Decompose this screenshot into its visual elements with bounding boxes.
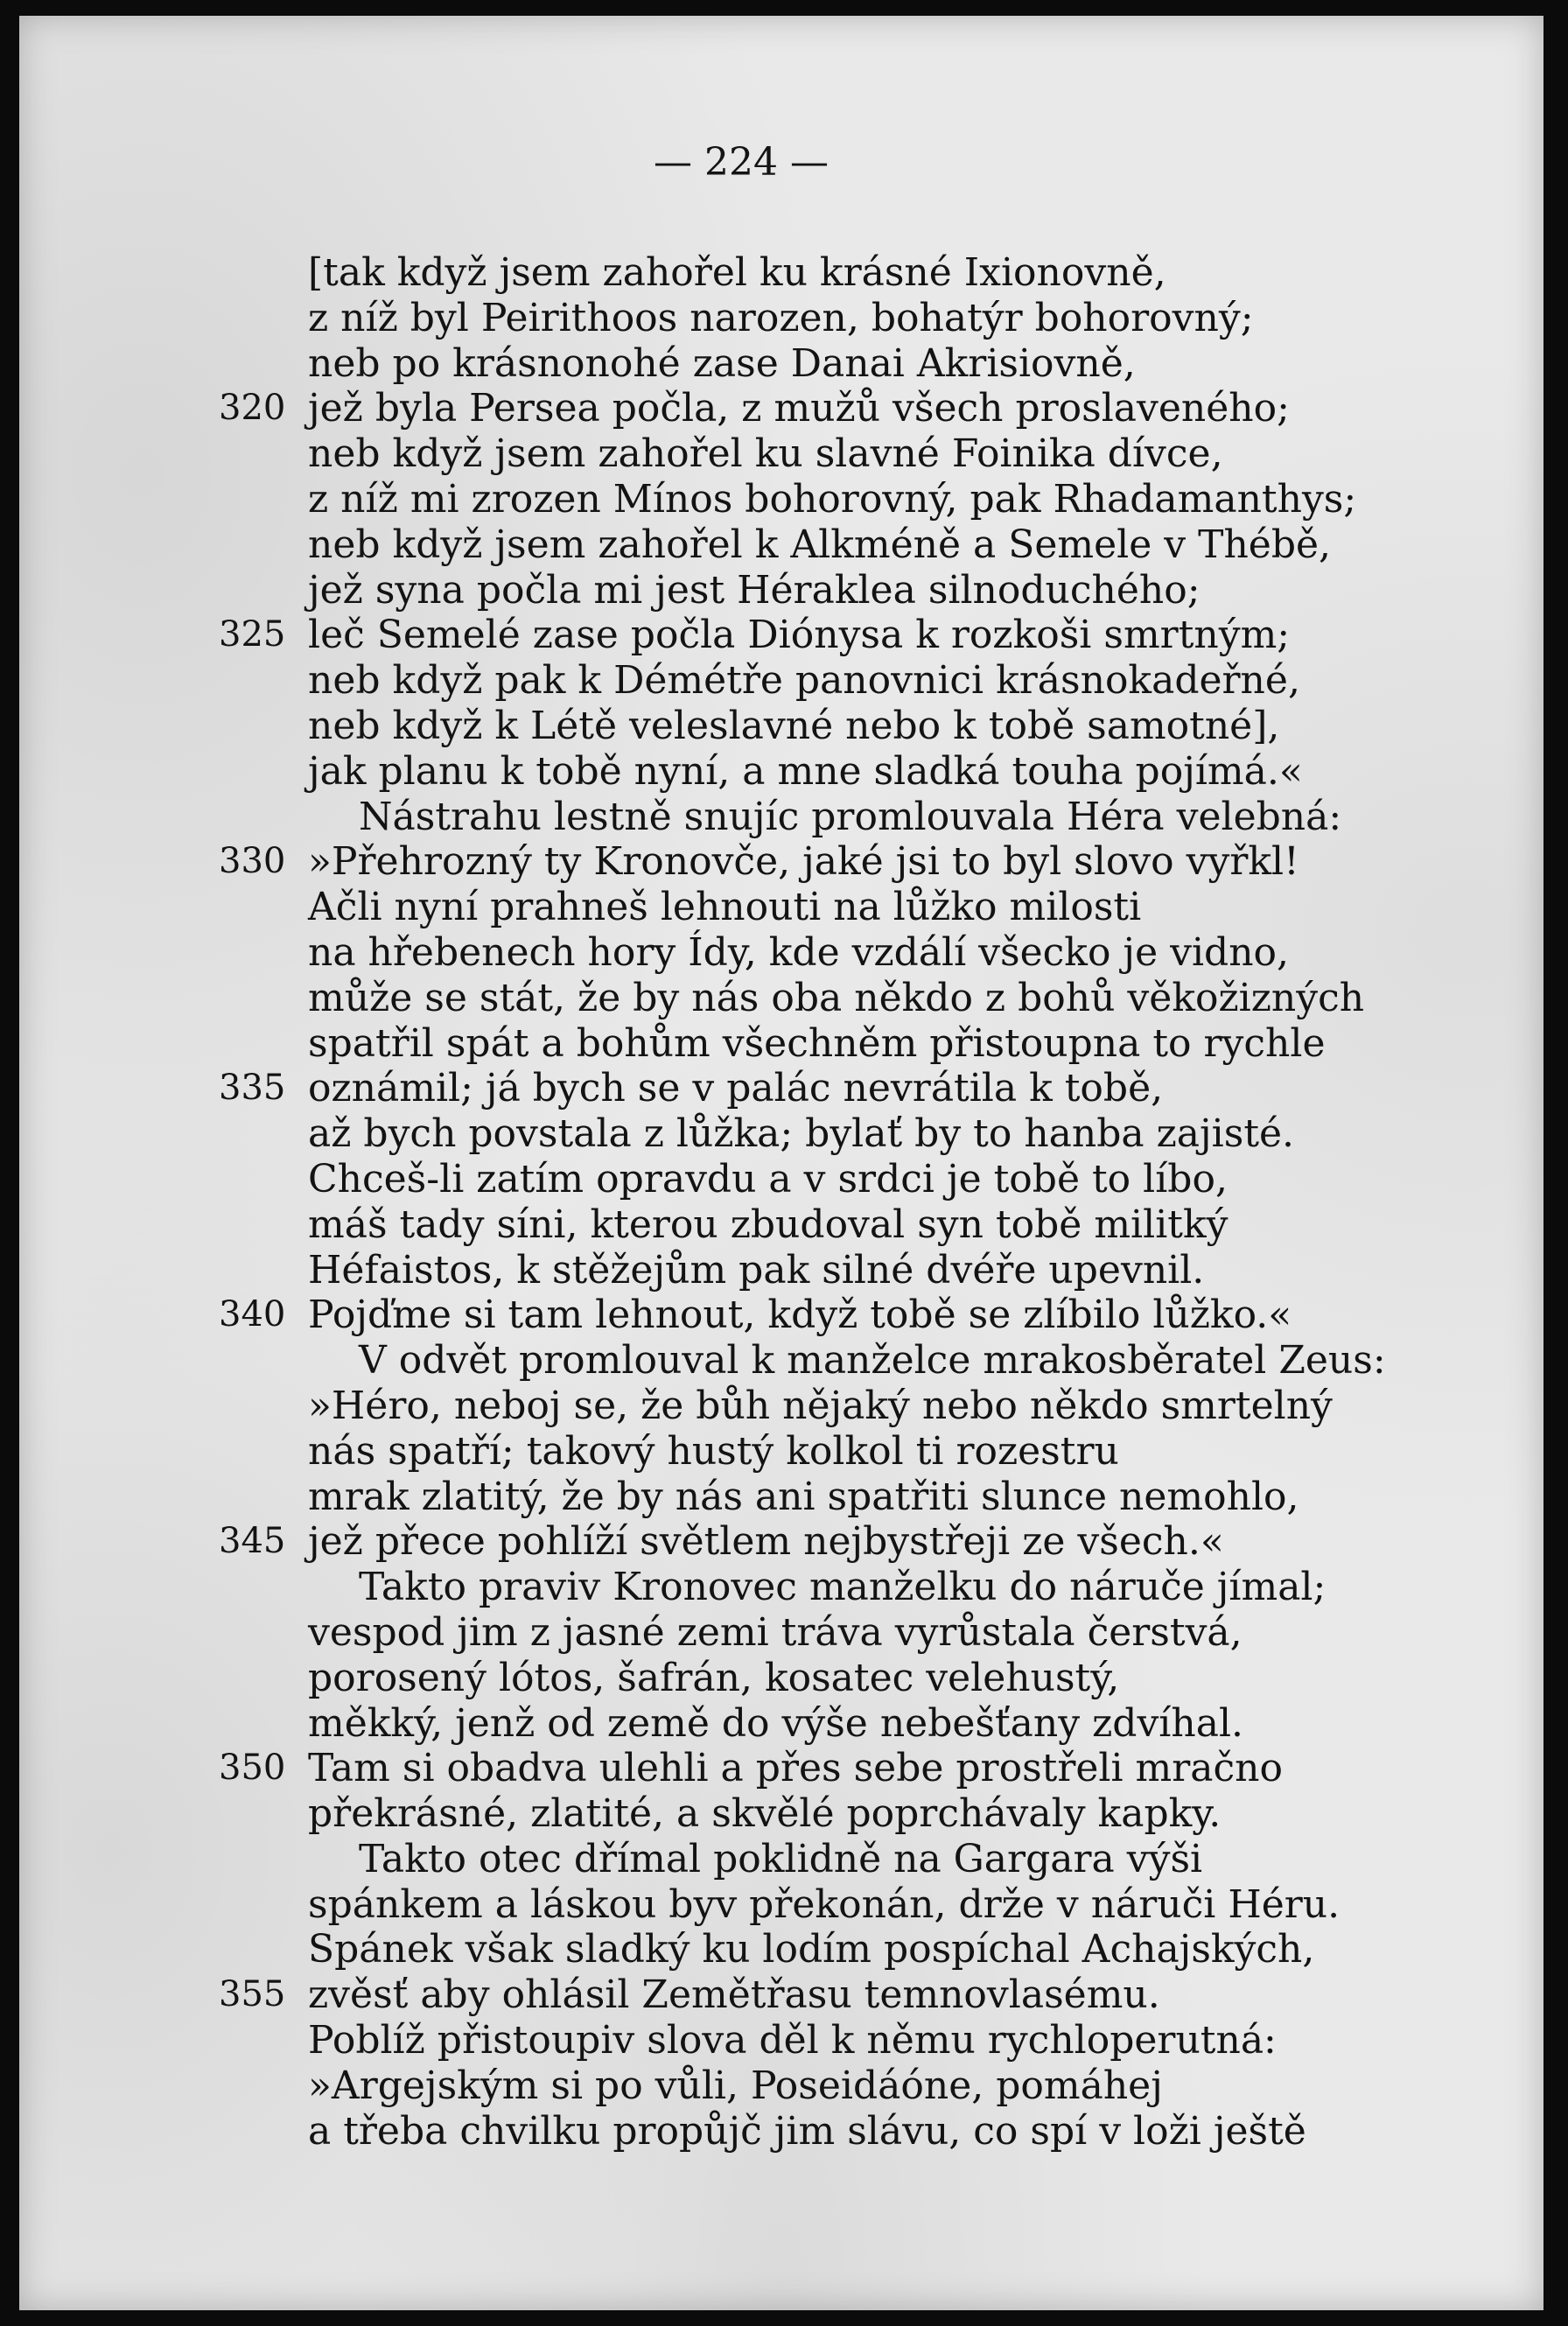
- line-text: neb když jsem zahořel k Alkméně a Semele v Thébě,: [308, 522, 1332, 567]
- line-text: máš tady síni, kterou zbudoval syn tobě militký: [308, 1202, 1228, 1247]
- verse-line: [19, 1248, 1544, 1293]
- line-text: a třeba chvilku propůjč jim slávu, co spí v loži ještě: [308, 2108, 1306, 2154]
- verse-line: [19, 1565, 1544, 1610]
- verse-line: [19, 885, 1544, 930]
- line-number: 335: [219, 1068, 286, 1109]
- line-text: zvěsť aby ohlásil Zemětřasu temnovlasému.: [308, 1972, 1160, 2018]
- line-text: mrak zlatitý, že by nás ani spatřiti slunce nemohlo,: [308, 1474, 1299, 1519]
- line-text: Spánek však sladký ku lodím pospíchal Achajských,: [308, 1927, 1315, 1972]
- line-text: spánkem a láskou byv překonán, drže v náruči Héru.: [308, 1881, 1340, 1927]
- line-text: neb když k Létě veleslavné nebo k tobě samotné],: [308, 703, 1280, 748]
- line-number: 320: [219, 388, 286, 429]
- line-text: může se stát, že by nás oba někdo z bohů věkožizných: [308, 975, 1365, 1020]
- verse-block: [19, 250, 1544, 2154]
- verse-line: [19, 522, 1544, 568]
- line-text: překrásné, zlatité, a skvělé poprchávaly kapky.: [308, 1791, 1222, 1837]
- line-text: Ačli nyní prahneš lehnouti na lůžko milosti: [308, 885, 1142, 930]
- verse-line: [19, 1972, 1544, 2018]
- line-text: »Argejským si po vůli, Poseidáóne, pomáhej: [308, 2063, 1163, 2108]
- verse-line: [19, 976, 1544, 1021]
- line-number: 350: [219, 1748, 286, 1789]
- verse-line: [19, 2018, 1544, 2063]
- verse-line: [19, 1791, 1544, 1837]
- verse-line: [19, 749, 1544, 795]
- line-text: jak planu k tobě nyní, a mne sladká touha pojímá.«: [308, 748, 1303, 794]
- line-text: »Héro, neboj se, že bůh nějaký nebo někdo smrtelný: [308, 1383, 1333, 1428]
- verse-line: [19, 2063, 1544, 2109]
- verse-line: [19, 341, 1544, 387]
- verse-line: [19, 1475, 1544, 1520]
- verse-line: [19, 1610, 1544, 1656]
- verse-line: [19, 1746, 1544, 1791]
- verse-line: [19, 658, 1544, 704]
- line-text: neb když pak k Démétře panovnici krásnokadeřné,: [308, 658, 1300, 704]
- line-text: Takto otec dřímal poklidně na Gargara výši: [359, 1836, 1203, 1881]
- verse-line: [19, 839, 1544, 885]
- verse-line: [19, 386, 1544, 431]
- line-number: 340: [219, 1294, 286, 1335]
- line-text: jež byla Persea počla, z mužů všech proslaveného;: [308, 386, 1290, 431]
- line-text: jež přece pohlíží světlem nejbystřeji ze všech.«: [308, 1519, 1224, 1565]
- verse-line: [19, 613, 1544, 658]
- verse-line: [19, 1384, 1544, 1429]
- verse-line: [19, 250, 1544, 296]
- verse-line: [19, 1111, 1544, 1157]
- line-text: neb po krásnonohé zase Danai Akrisiovně,: [308, 340, 1136, 386]
- verse-line: [19, 431, 1544, 477]
- line-text: V odvět promlouval k manželce mrakosběratel Zeus:: [359, 1338, 1386, 1384]
- line-text: Nástrahu lestně snujíc promlouvala Héra velebná:: [359, 794, 1342, 839]
- line-text: z níž byl Peirithoos narozen, bohatýr bohorovný;: [308, 295, 1254, 340]
- line-number: 325: [219, 614, 286, 655]
- verse-line: [19, 1066, 1544, 1111]
- verse-line: [19, 930, 1544, 976]
- line-text: »Přehrozný ty Kronovče, jaké jsi to byl slovo vyřkl!: [308, 839, 1299, 885]
- line-text: vespod jim z jasné zemi tráva vyrůstala čerstvá,: [308, 1609, 1242, 1655]
- line-text: měkký, jenž od země do výše nebešťany zdvíhal.: [308, 1700, 1243, 1746]
- verse-line: [19, 1338, 1544, 1384]
- page-number: — 224 —: [654, 140, 829, 185]
- verse-line: [19, 1837, 1544, 1882]
- line-text: až bych povstala z lůžka; bylať by to hanba zajisté.: [308, 1111, 1295, 1157]
- verse-line: [19, 1429, 1544, 1475]
- line-text: [tak když jsem zahořel ku krásné Ixionovně,: [308, 250, 1166, 295]
- verse-line: [19, 1656, 1544, 1701]
- line-number: 345: [219, 1521, 286, 1562]
- line-text: Tam si obadva ulehli a přes sebe prostřeli mračno: [308, 1746, 1284, 1791]
- verse-line: [19, 1701, 1544, 1747]
- verse-line: [19, 2109, 1544, 2154]
- verse-line: [19, 296, 1544, 341]
- line-text: porosený lótos, šafrán, kosatec velehustý,: [308, 1655, 1120, 1700]
- line-text: nás spatří; takový hustý kolkol ti rozestru: [308, 1428, 1119, 1474]
- line-text: z níž mi zrozen Mínos bohorovný, pak Rhadamanthys;: [308, 476, 1357, 522]
- line-text: leč Semelé zase počla Diónysa k rozkoši smrtným;: [308, 613, 1291, 658]
- line-number: 355: [219, 1974, 286, 2015]
- line-text: Héfaistos, k stěžejům pak silné dvéře upevnil.: [308, 1247, 1205, 1293]
- book-page: [19, 16, 1544, 2310]
- verse-line: [19, 1293, 1544, 1338]
- verse-line: [19, 1519, 1544, 1565]
- verse-line: [19, 1021, 1544, 1067]
- verse-line: [19, 1882, 1544, 1928]
- line-text: Takto praviv Kronovec manželku do náruče jímal;: [359, 1565, 1326, 1610]
- line-text: Pojďme si tam lehnout, když tobě se zlíbilo lůžko.«: [308, 1293, 1292, 1338]
- verse-line: [19, 477, 1544, 522]
- verse-line: [19, 704, 1544, 749]
- line-text: Poblíž přistoupiv slova děl k němu rychloperutná:: [308, 2018, 1277, 2063]
- line-number: 330: [219, 841, 286, 882]
- line-text: Chceš-li zatím opravdu a v srdci je tobě to líbo,: [308, 1156, 1228, 1202]
- verse-line: [19, 795, 1544, 840]
- line-text: jež syna počla mi jest Héraklea silnoduchého;: [308, 567, 1200, 613]
- verse-line: [19, 1927, 1544, 1972]
- line-text: spatřil spát a bohům všechněm přistoupna to rychle: [308, 1020, 1326, 1066]
- verse-line: [19, 568, 1544, 613]
- verse-line: [19, 1157, 1544, 1202]
- line-text: neb když jsem zahořel ku slavné Foinika dívce,: [308, 431, 1223, 477]
- line-text: oznámil; já bych se v palác nevrátila k tobě,: [308, 1066, 1164, 1111]
- verse-line: [19, 1202, 1544, 1248]
- line-text: na hřebenech hory Ídy, kde vzdálí všecko je vidno,: [308, 929, 1290, 975]
